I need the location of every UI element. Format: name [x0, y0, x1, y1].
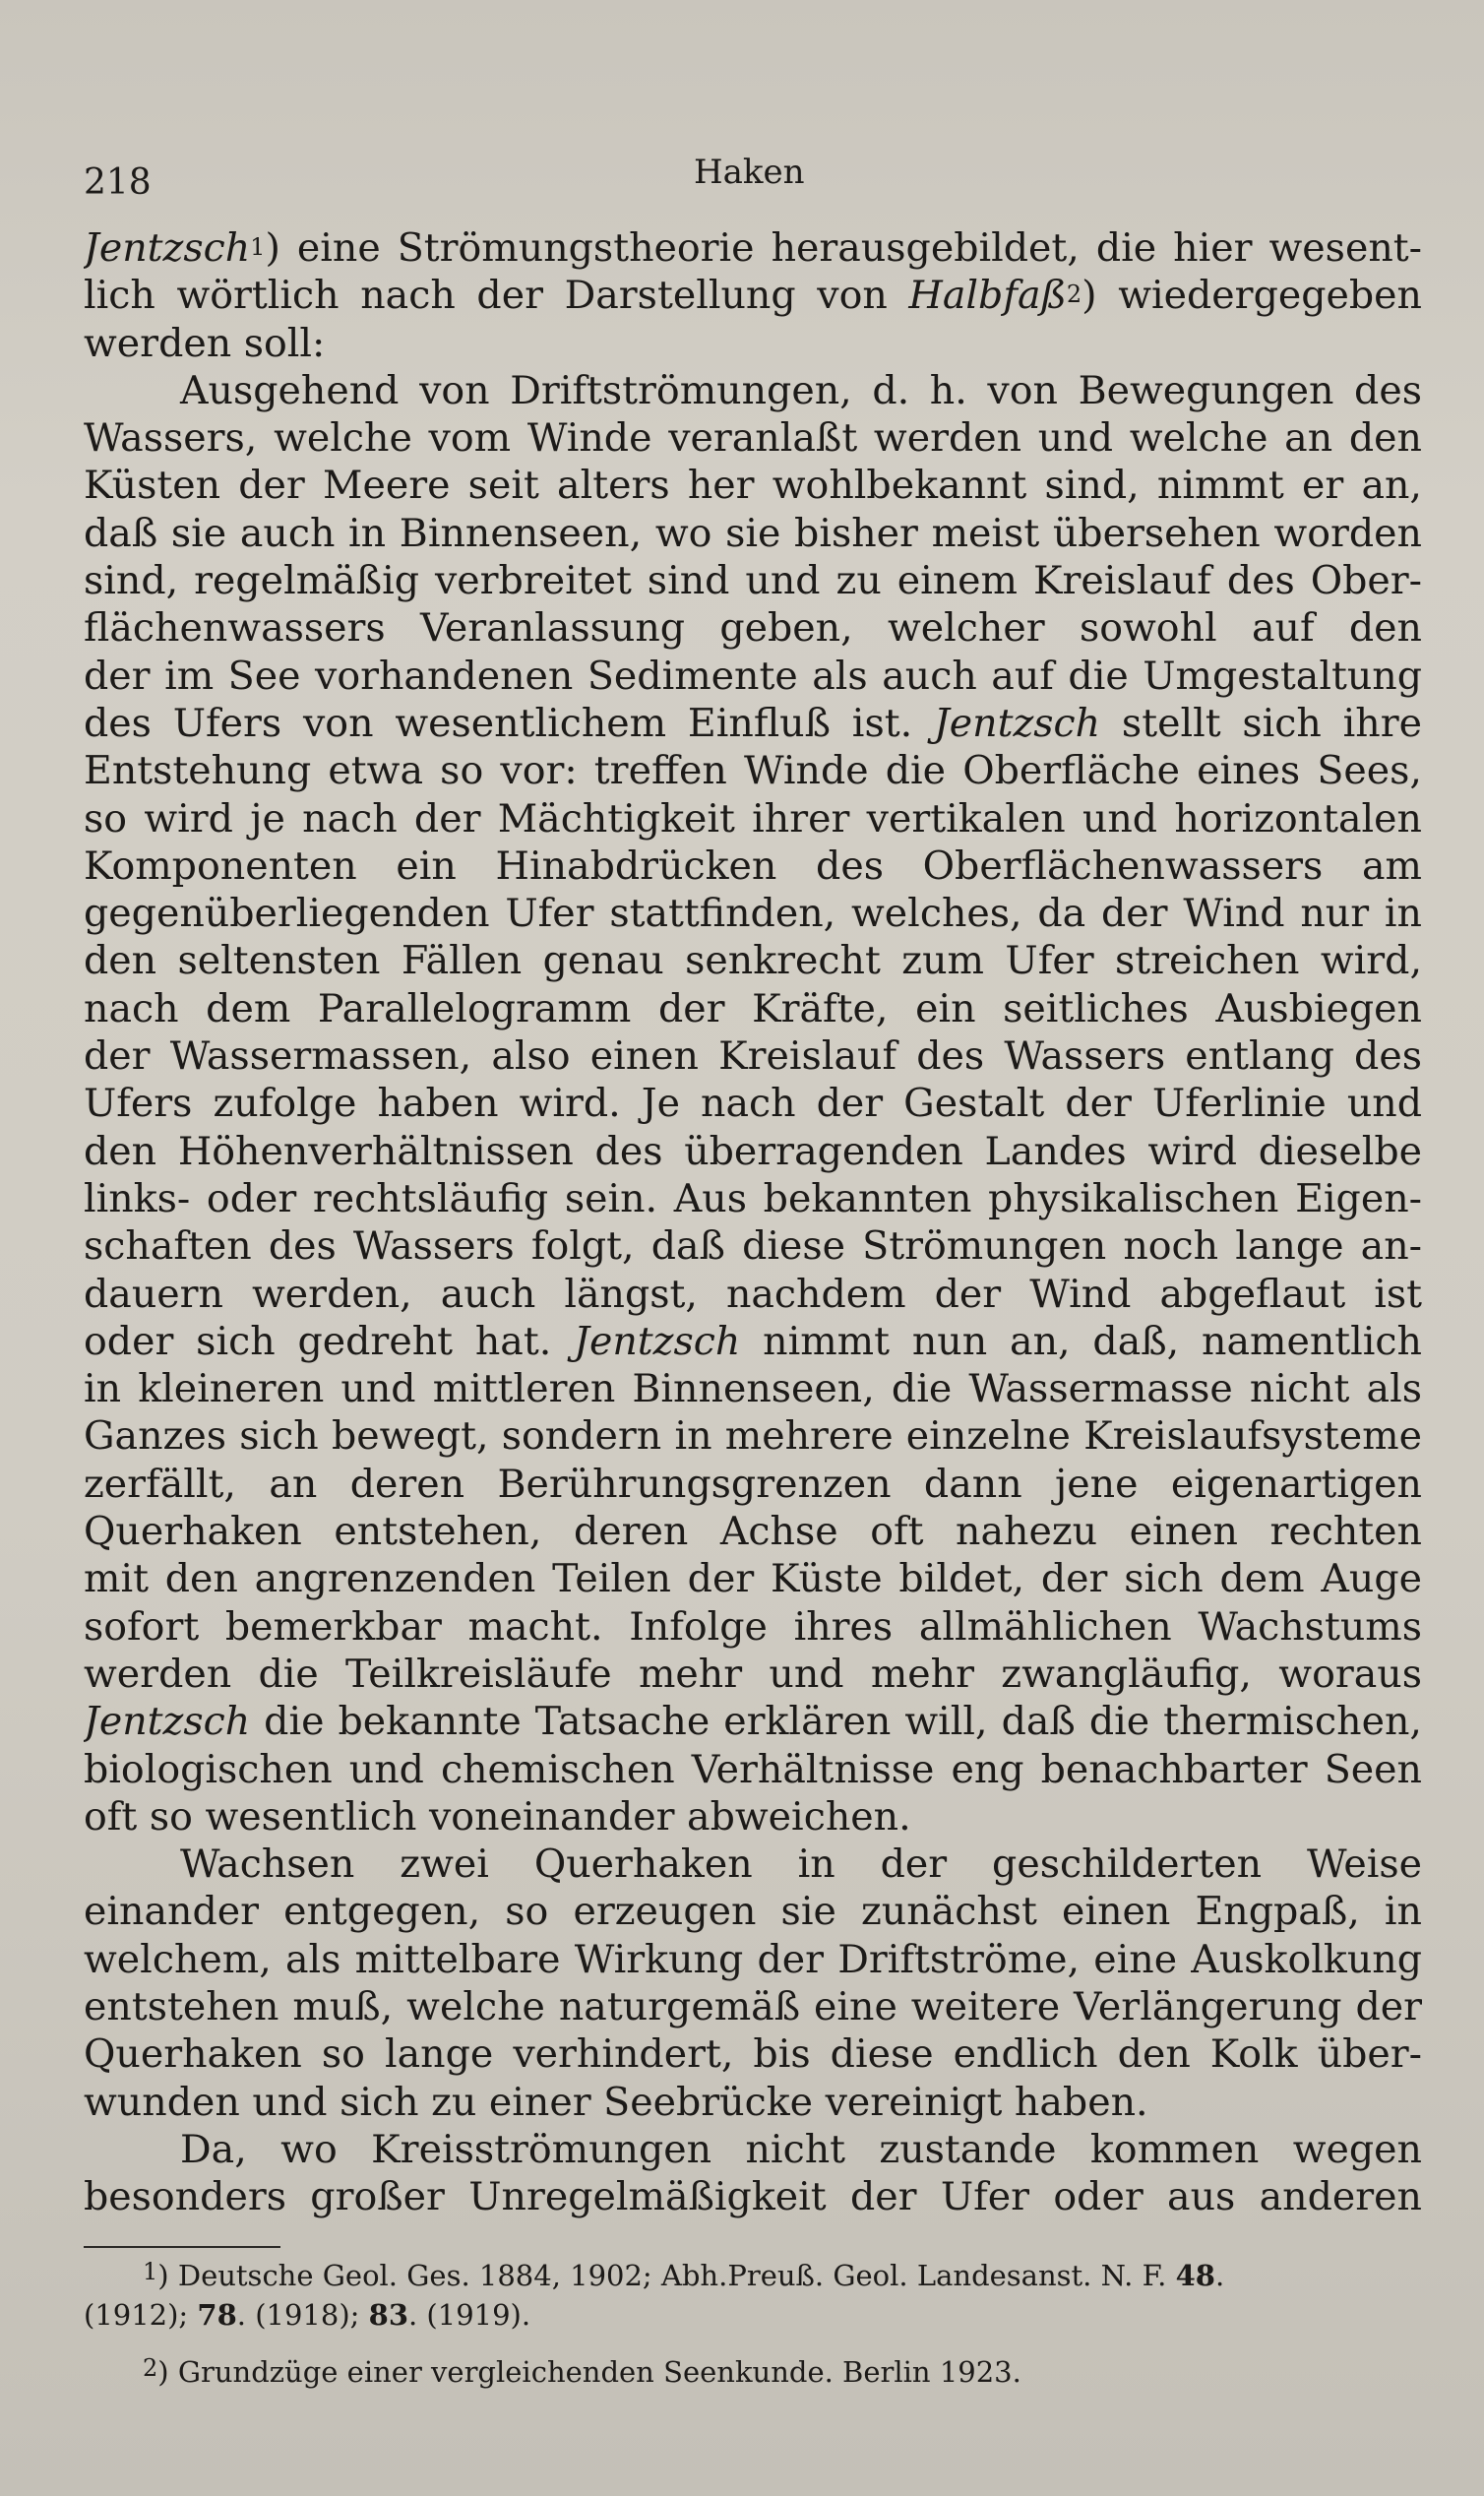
footnote-marker[interactable]: 2	[1066, 281, 1082, 309]
text-run: ) Grundzüge einer vergleichenden Seenkunde. Berlin 1923.	[157, 2355, 1021, 2389]
text-run: lich wörtlich nach der Darstellung von	[84, 273, 909, 319]
text-line	[84, 510, 1422, 557]
italic-name: Jentzsch	[84, 1699, 251, 1745]
text-run: ) eine Strömungstheorie herausgebildet, die hier wesent-	[265, 225, 1422, 271]
text-line	[84, 1080, 1422, 1127]
italic-name: Jentzsch	[933, 700, 1101, 746]
text-line	[84, 937, 1422, 984]
text-run: dauern werden, auch längst, nachdem der Wind abgeflaut ist	[84, 1271, 1422, 1317]
text-run: in kleineren und mittleren Binnenseen, die Wassermasse nicht als	[84, 1366, 1422, 1412]
text-run: Komponenten ein Hinabdrücken des Oberflächenwassers am	[84, 842, 1422, 889]
text-run: 48	[1175, 2259, 1215, 2292]
text-line	[84, 700, 1422, 747]
text-line	[84, 1841, 1422, 1888]
text-run: Entstehung etwa so vor: treffen Winde die Oberfläche eines Sees,	[84, 748, 1422, 794]
text-line	[84, 1318, 1422, 1365]
text-run: schaften des Wassers folgt, daß diese Strömungen noch lange an-	[84, 1223, 1422, 1270]
text-run: die bekannte Tatsache erklären will, daß die thermischen,	[250, 1699, 1422, 1745]
text-line	[84, 1888, 1422, 1935]
text-line	[84, 985, 1422, 1032]
text-run: entstehen muß, welche naturgemäß eine weitere Verlängerung der	[84, 1983, 1422, 2029]
text-run: nimmt nun an, daß, namentlich	[740, 1318, 1422, 1364]
text-line	[84, 2126, 1422, 2173]
italic-name: Jentzsch	[84, 225, 251, 271]
text-run: Ausgehend von Driftströmungen, d. h. von Bewegungen des	[180, 367, 1422, 413]
text-run: 78	[197, 2298, 237, 2332]
text-run: so wird je nach der Mächtigkeit ihrer vertikalen und horizontalen	[84, 795, 1422, 842]
text-run: Ufers zufolge haben wird. Je nach der Gestalt der Uferlinie und	[84, 1081, 1422, 1127]
text-line	[84, 1175, 1422, 1222]
footnote-marker[interactable]: 1	[250, 233, 266, 261]
text-run: daß sie auch in Binnenseen, wo sie bisher meist übersehen worden	[84, 510, 1422, 556]
text-line	[84, 557, 1422, 604]
text-line	[84, 367, 1422, 414]
text-run: werden die Teilkreisläufe mehr und mehr zwangläufig, woraus	[84, 1651, 1422, 1697]
text-run: zerfällt, an deren Berührungsgrenzen dann jene eigenartigen	[84, 1461, 1422, 1507]
text-line	[84, 653, 1422, 700]
footnote-line	[84, 2256, 1422, 2295]
text-line	[84, 842, 1422, 890]
text-line	[84, 2079, 1422, 2126]
text-run: gegenüberliegenden Ufer stattfinden, welches, da der Wind nur in	[84, 891, 1422, 937]
text-run: links- oder rechtsläufig sein. Aus bekannten physikalischen Eigen-	[84, 1175, 1422, 1221]
footnotes	[84, 2256, 1422, 2392]
page-header	[84, 153, 1422, 212]
text-run: Querhaken so lange verhindert, bis diese endlich den Kolk über-	[84, 2031, 1422, 2078]
text-run: .	[1214, 2259, 1225, 2292]
text-run: Ganzes sich bewegt, sondern in mehrere einzelne Kreislaufsysteme	[84, 1413, 1422, 1460]
text-run: der im See vorhandenen Sedimente als auch auf die Umgestaltung	[84, 653, 1422, 699]
italic-name: Halbfaß	[908, 273, 1067, 319]
footnote-rule	[84, 2246, 280, 2248]
text-run: (1912);	[84, 2298, 198, 2332]
text-run: . (1918);	[236, 2298, 369, 2332]
text-line	[84, 320, 1422, 367]
italic-name: Jentzsch	[574, 1318, 741, 1364]
text-run: welchem, als mittelbare Wirkung der Driftströme, eine Auskolkung	[84, 1936, 1422, 1982]
text-line	[84, 1793, 1422, 1841]
body-text	[84, 224, 1422, 2220]
text-run: der Wassermassen, also einen Kreislauf des Wassers entlang des	[84, 1033, 1422, 1080]
text-run: besonders großer Unregelmäßigkeit der Ufer oder aus anderen	[84, 2174, 1422, 2220]
text-line	[84, 2173, 1422, 2220]
text-run: oft so wesentlich voneinander abweichen.	[84, 1793, 911, 1840]
text-run: Da, wo Kreisströmungen nicht zustande kommen wegen	[180, 2126, 1422, 2172]
text-line	[84, 890, 1422, 937]
text-line	[84, 462, 1422, 509]
text-line	[84, 1128, 1422, 1175]
text-line	[84, 1508, 1422, 1555]
text-run: 83	[368, 2298, 408, 2332]
text-run: des Ufers von wesentlichem Einfluß ist.	[84, 700, 934, 746]
text-line	[84, 1698, 1422, 1745]
text-run: den seltensten Fällen genau senkrecht zum Ufer streichen wird,	[84, 938, 1422, 984]
text-line	[84, 1032, 1422, 1080]
text-run: oder sich gedreht hat.	[84, 1318, 575, 1364]
running-head: Haken	[694, 153, 805, 192]
text-run: wunden und sich zu einer Seebrücke vereinigt haben.	[84, 2079, 1148, 2125]
text-run: einander entgegen, so erzeugen sie zunächst einen Engpaß, in	[84, 1889, 1422, 1935]
text-run: sofort bemerkbar macht. Infolge ihres allmählichen Wachstums	[84, 1603, 1422, 1650]
text-line	[84, 2030, 1422, 2078]
text-line	[84, 414, 1422, 462]
text-run: Küsten der Meere seit alters her wohlbekannt sind, nimmt er an,	[84, 463, 1422, 509]
text-run: flächenwassers Veranlassung geben, welcher sowohl auf den	[84, 605, 1422, 652]
text-line	[84, 747, 1422, 794]
text-run: Wassers, welche vom Winde veranlaßt werden und welche an den	[84, 415, 1422, 462]
footnote-marker[interactable]: 1	[143, 2258, 158, 2285]
text-run: mit den angrenzenden Teilen der Küste bildet, der sich dem Auge	[84, 1556, 1422, 1602]
text-line	[84, 272, 1422, 319]
text-line	[84, 604, 1422, 652]
text-run: nach dem Parallelogramm der Kräfte, ein seitliches Ausbiegen	[84, 985, 1422, 1031]
text-line	[84, 1365, 1422, 1412]
text-run: Querhaken entstehen, deren Achse oft nahezu einen rechten	[84, 1509, 1422, 1555]
text-line	[84, 1555, 1422, 1602]
text-line	[84, 1983, 1422, 2030]
footnote-line	[84, 2352, 1422, 2392]
text-line	[84, 224, 1422, 272]
footnote-line	[84, 2295, 1422, 2335]
text-run: werden soll:	[84, 320, 326, 366]
text-line	[84, 1412, 1422, 1460]
text-line	[84, 1222, 1422, 1270]
text-run: sind, regelmäßig verbreitet sind und zu einem Kreislauf des Ober-	[84, 558, 1422, 604]
text-run: den Höhenverhältnissen des überragenden Landes wird dieselbe	[84, 1128, 1422, 1174]
text-run: ) wiedergegeben	[1082, 273, 1422, 319]
page-number: 218	[84, 162, 152, 203]
text-line	[84, 1936, 1422, 1983]
text-line	[84, 795, 1422, 842]
text-run: . (1919).	[408, 2298, 531, 2332]
text-run: biologischen und chemischen Verhältnisse eng benachbarter Seen	[84, 1746, 1422, 1792]
footnote-1	[84, 2256, 1422, 2335]
text-line	[84, 1461, 1422, 1508]
text-run: stellt sich ihre	[1100, 700, 1422, 746]
footnote-2	[84, 2352, 1422, 2392]
text-line	[84, 1746, 1422, 1793]
text-line	[84, 1603, 1422, 1651]
text-line	[84, 1271, 1422, 1318]
footnote-marker[interactable]: 2	[143, 2354, 158, 2382]
text-run: Wachsen zwei Querhaken in der geschilderten Weise	[180, 1841, 1422, 1888]
text-line	[84, 1651, 1422, 1698]
text-run: ) Deutsche Geol. Ges. 1884, 1902; Abh.Preuß. Geol. Landesanst. N. F.	[157, 2259, 1176, 2292]
